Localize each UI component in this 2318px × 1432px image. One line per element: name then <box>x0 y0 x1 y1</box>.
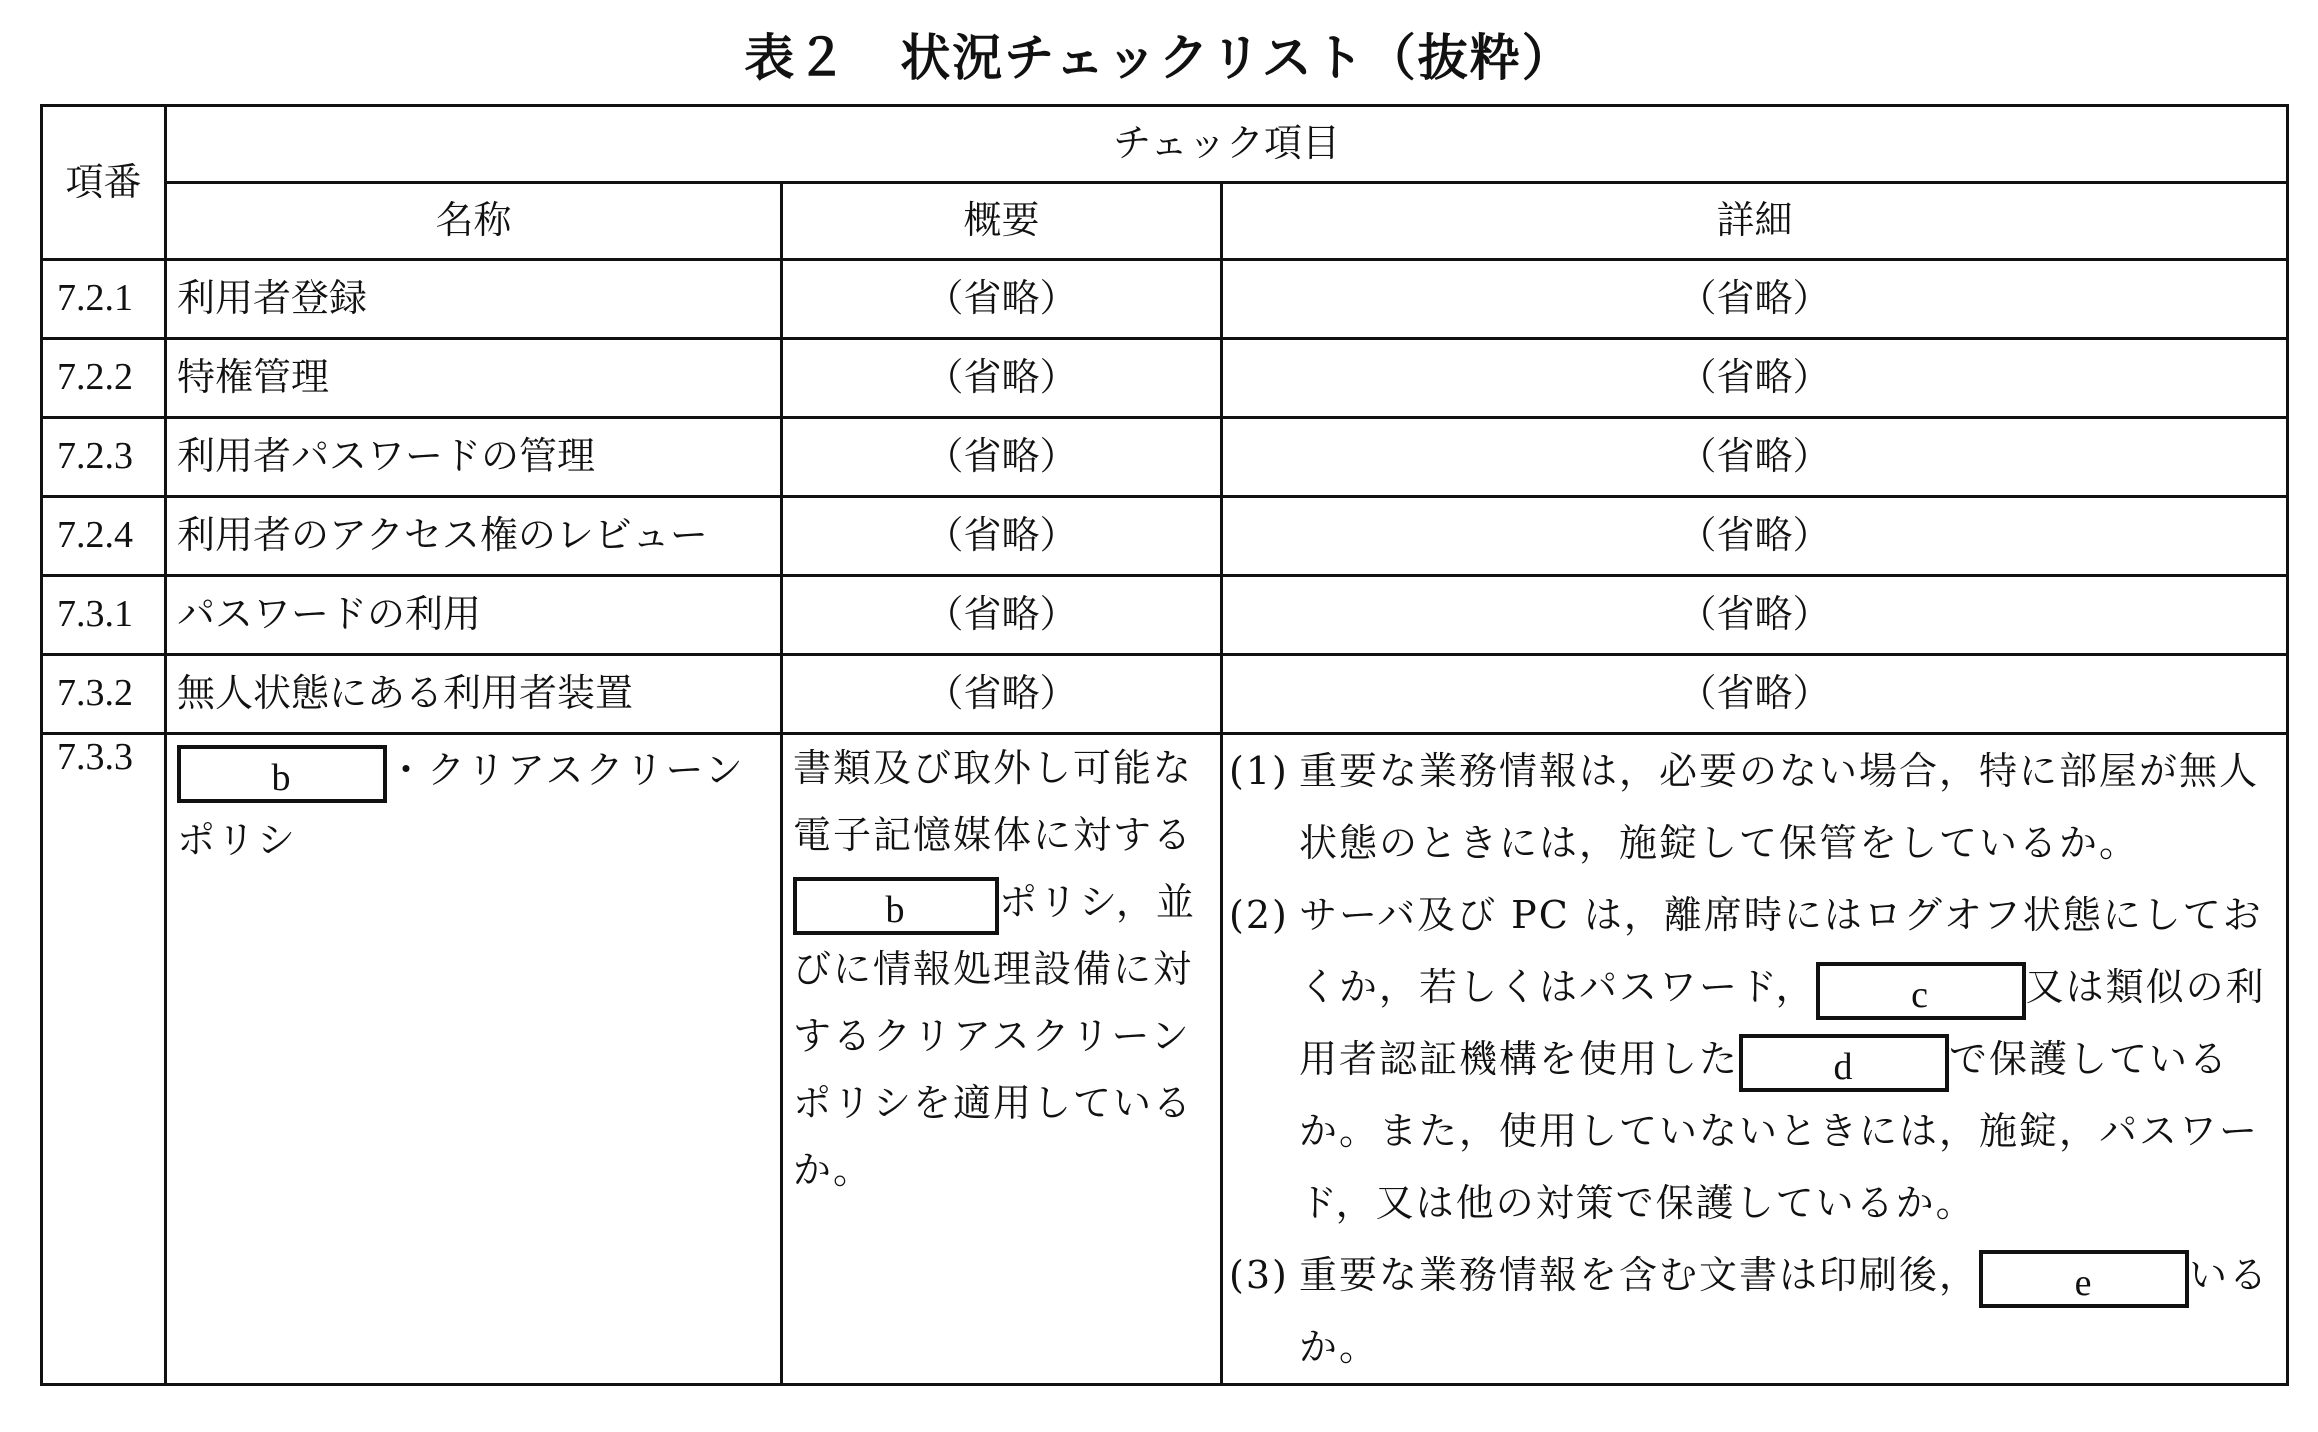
row-name: 利用者パスワードの管理 <box>166 418 782 497</box>
row-name <box>166 734 782 1385</box>
table-row <box>42 576 2288 655</box>
header-no: 項番 <box>42 106 166 260</box>
row-detail: （省略） <box>1222 260 2288 339</box>
detail-item-1: (1) 重要な業務情報は，必要のない場合，特に部屋が無人状態のときには，施錠して保管をしているか。 <box>1229 749 2260 865</box>
page-title: 表２ 状況チェックリスト（抜粋） <box>744 29 1574 87</box>
header-name: 名称 <box>166 183 782 260</box>
answer-box-b-summary: b <box>793 877 999 935</box>
row-detail: （省略） <box>1222 576 2288 655</box>
status-checklist-table <box>40 104 2289 1386</box>
table-row <box>42 655 2288 734</box>
row-name: 利用者のアクセス権のレビュー <box>166 497 782 576</box>
row-name: パスワードの利用 <box>166 576 782 655</box>
table-row <box>42 497 2288 576</box>
row-name: 無人状態にある利用者装置 <box>166 655 782 734</box>
name-line2: ポリシ <box>177 818 298 862</box>
row-name: 利用者登録 <box>166 260 782 339</box>
row-detail: （省略） <box>1222 655 2288 734</box>
answer-box-d: d <box>1739 1034 1949 1092</box>
row-no: 7.2.4 <box>42 497 166 576</box>
table-row <box>42 418 2288 497</box>
row-summary: （省略） <box>782 260 1222 339</box>
row-detail <box>1222 734 2288 1385</box>
row-detail: （省略） <box>1222 339 2288 418</box>
row-no: 7.3.3 <box>42 734 166 1385</box>
name-after-box: ・クリアスクリーン <box>387 748 745 792</box>
answer-box-e: e <box>1979 1250 2189 1308</box>
answer-box-b: b <box>177 745 387 803</box>
answer-box-c: c <box>1816 962 2026 1020</box>
table-row-clear-desk <box>42 734 2288 1385</box>
row-no: 7.3.1 <box>42 576 166 655</box>
row-no: 7.2.2 <box>42 339 166 418</box>
row-no: 7.3.2 <box>42 655 166 734</box>
row-summary: （省略） <box>782 339 1222 418</box>
row-summary: （省略） <box>782 655 1222 734</box>
row-detail: （省略） <box>1222 497 2288 576</box>
table-row <box>42 339 2288 418</box>
detail-item-3: (3) 重要な業務情報を含む文書は印刷後， e いるか。 <box>1229 1239 2280 1383</box>
summary-part2: ポリシ，並びに情報処理設備に対するクリアスクリーンポリシを適用しているか。 <box>793 880 1196 1192</box>
row-summary: （省略） <box>782 497 1222 576</box>
header-detail: 詳細 <box>1222 183 2288 260</box>
summary-part1: 書類及び取外し可能な電子記憶媒体に対する <box>793 746 1194 857</box>
row-name: 特権管理 <box>166 339 782 418</box>
row-summary: （省略） <box>782 418 1222 497</box>
row-summary <box>782 734 1222 1385</box>
header-check-items: チェック項目 <box>166 106 2288 183</box>
detail-item-2: (2) サーバ及び PC は，離席時にはログオフ状態にしておくか，若しくはパスワード， c 又は類似の利用者認証機構を使用した d で保護しているか。また，使用していないときには，施錠，パスワード，又は他の対策で保護しているか。 <box>1229 893 2266 1225</box>
header-summary: 概要 <box>782 183 1222 260</box>
table-row <box>42 260 2288 339</box>
row-summary: （省略） <box>782 576 1222 655</box>
row-no: 7.2.1 <box>42 260 166 339</box>
row-detail: （省略） <box>1222 418 2288 497</box>
row-no: 7.2.3 <box>42 418 166 497</box>
